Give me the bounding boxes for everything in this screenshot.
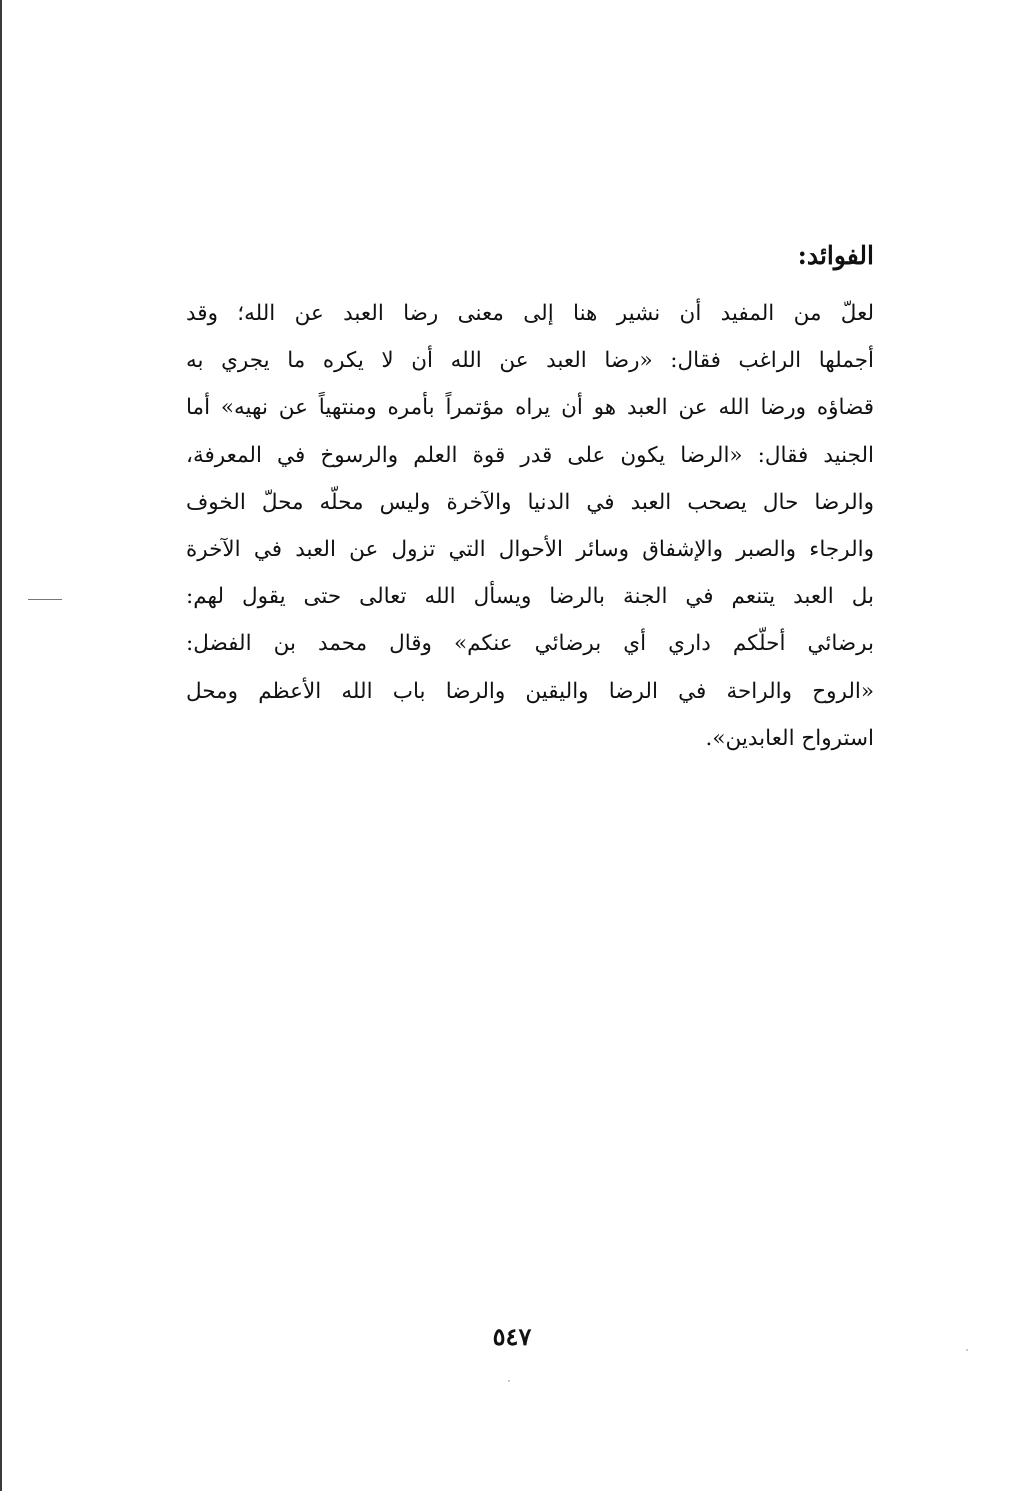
text-line: برضائي أحلّكم داري أي برضائي عنكم» وقال محمد بن الفضل: (186, 631, 874, 657)
text-line: بل العبد يتنعم في الجنة بالرضا ويسأل الله تعالى حتى يقول لهم: (186, 584, 874, 610)
text-line: قضاؤه ورضا الله عن العبد هو أن يراه مؤتمراً بأمره ومنتهياً عن نهيه» أما (186, 395, 874, 421)
text-line: والرجاء والصبر والإشفاق وسائر الأحوال التي تزول عن العبد في الآخرة (186, 536, 874, 562)
text-line: استرواح العابدين». (705, 725, 874, 751)
page-number: ٥٤٧ (492, 1322, 532, 1351)
text-line: والرضا حال يصحب العبد في الدنيا والآخرة وليس محلّه محلّ الخوف (186, 489, 874, 515)
body-paragraph (186, 290, 874, 762)
text-line: أجملها الراغب فقال: «رضا العبد عن الله أن لا يكره ما يجري به (186, 348, 874, 374)
text-line: لعلّ من المفيد أن نشير هنا إلى معنى رضا العبد عن الله؛ وقد (186, 301, 874, 326)
text-line: «الروح والراحة في الرضا واليقين والرضا باب الله الأعظم ومحل (186, 678, 874, 704)
scan-left-edge (0, 0, 2, 1491)
text-line: الجنيد فقال: «الرضا يكون على قدر قوة العلم والرسوخ في المعرفة، (186, 442, 874, 468)
section-heading: الفوائد: (797, 241, 874, 270)
margin-mark (28, 599, 62, 600)
scan-speck (508, 1380, 510, 1382)
